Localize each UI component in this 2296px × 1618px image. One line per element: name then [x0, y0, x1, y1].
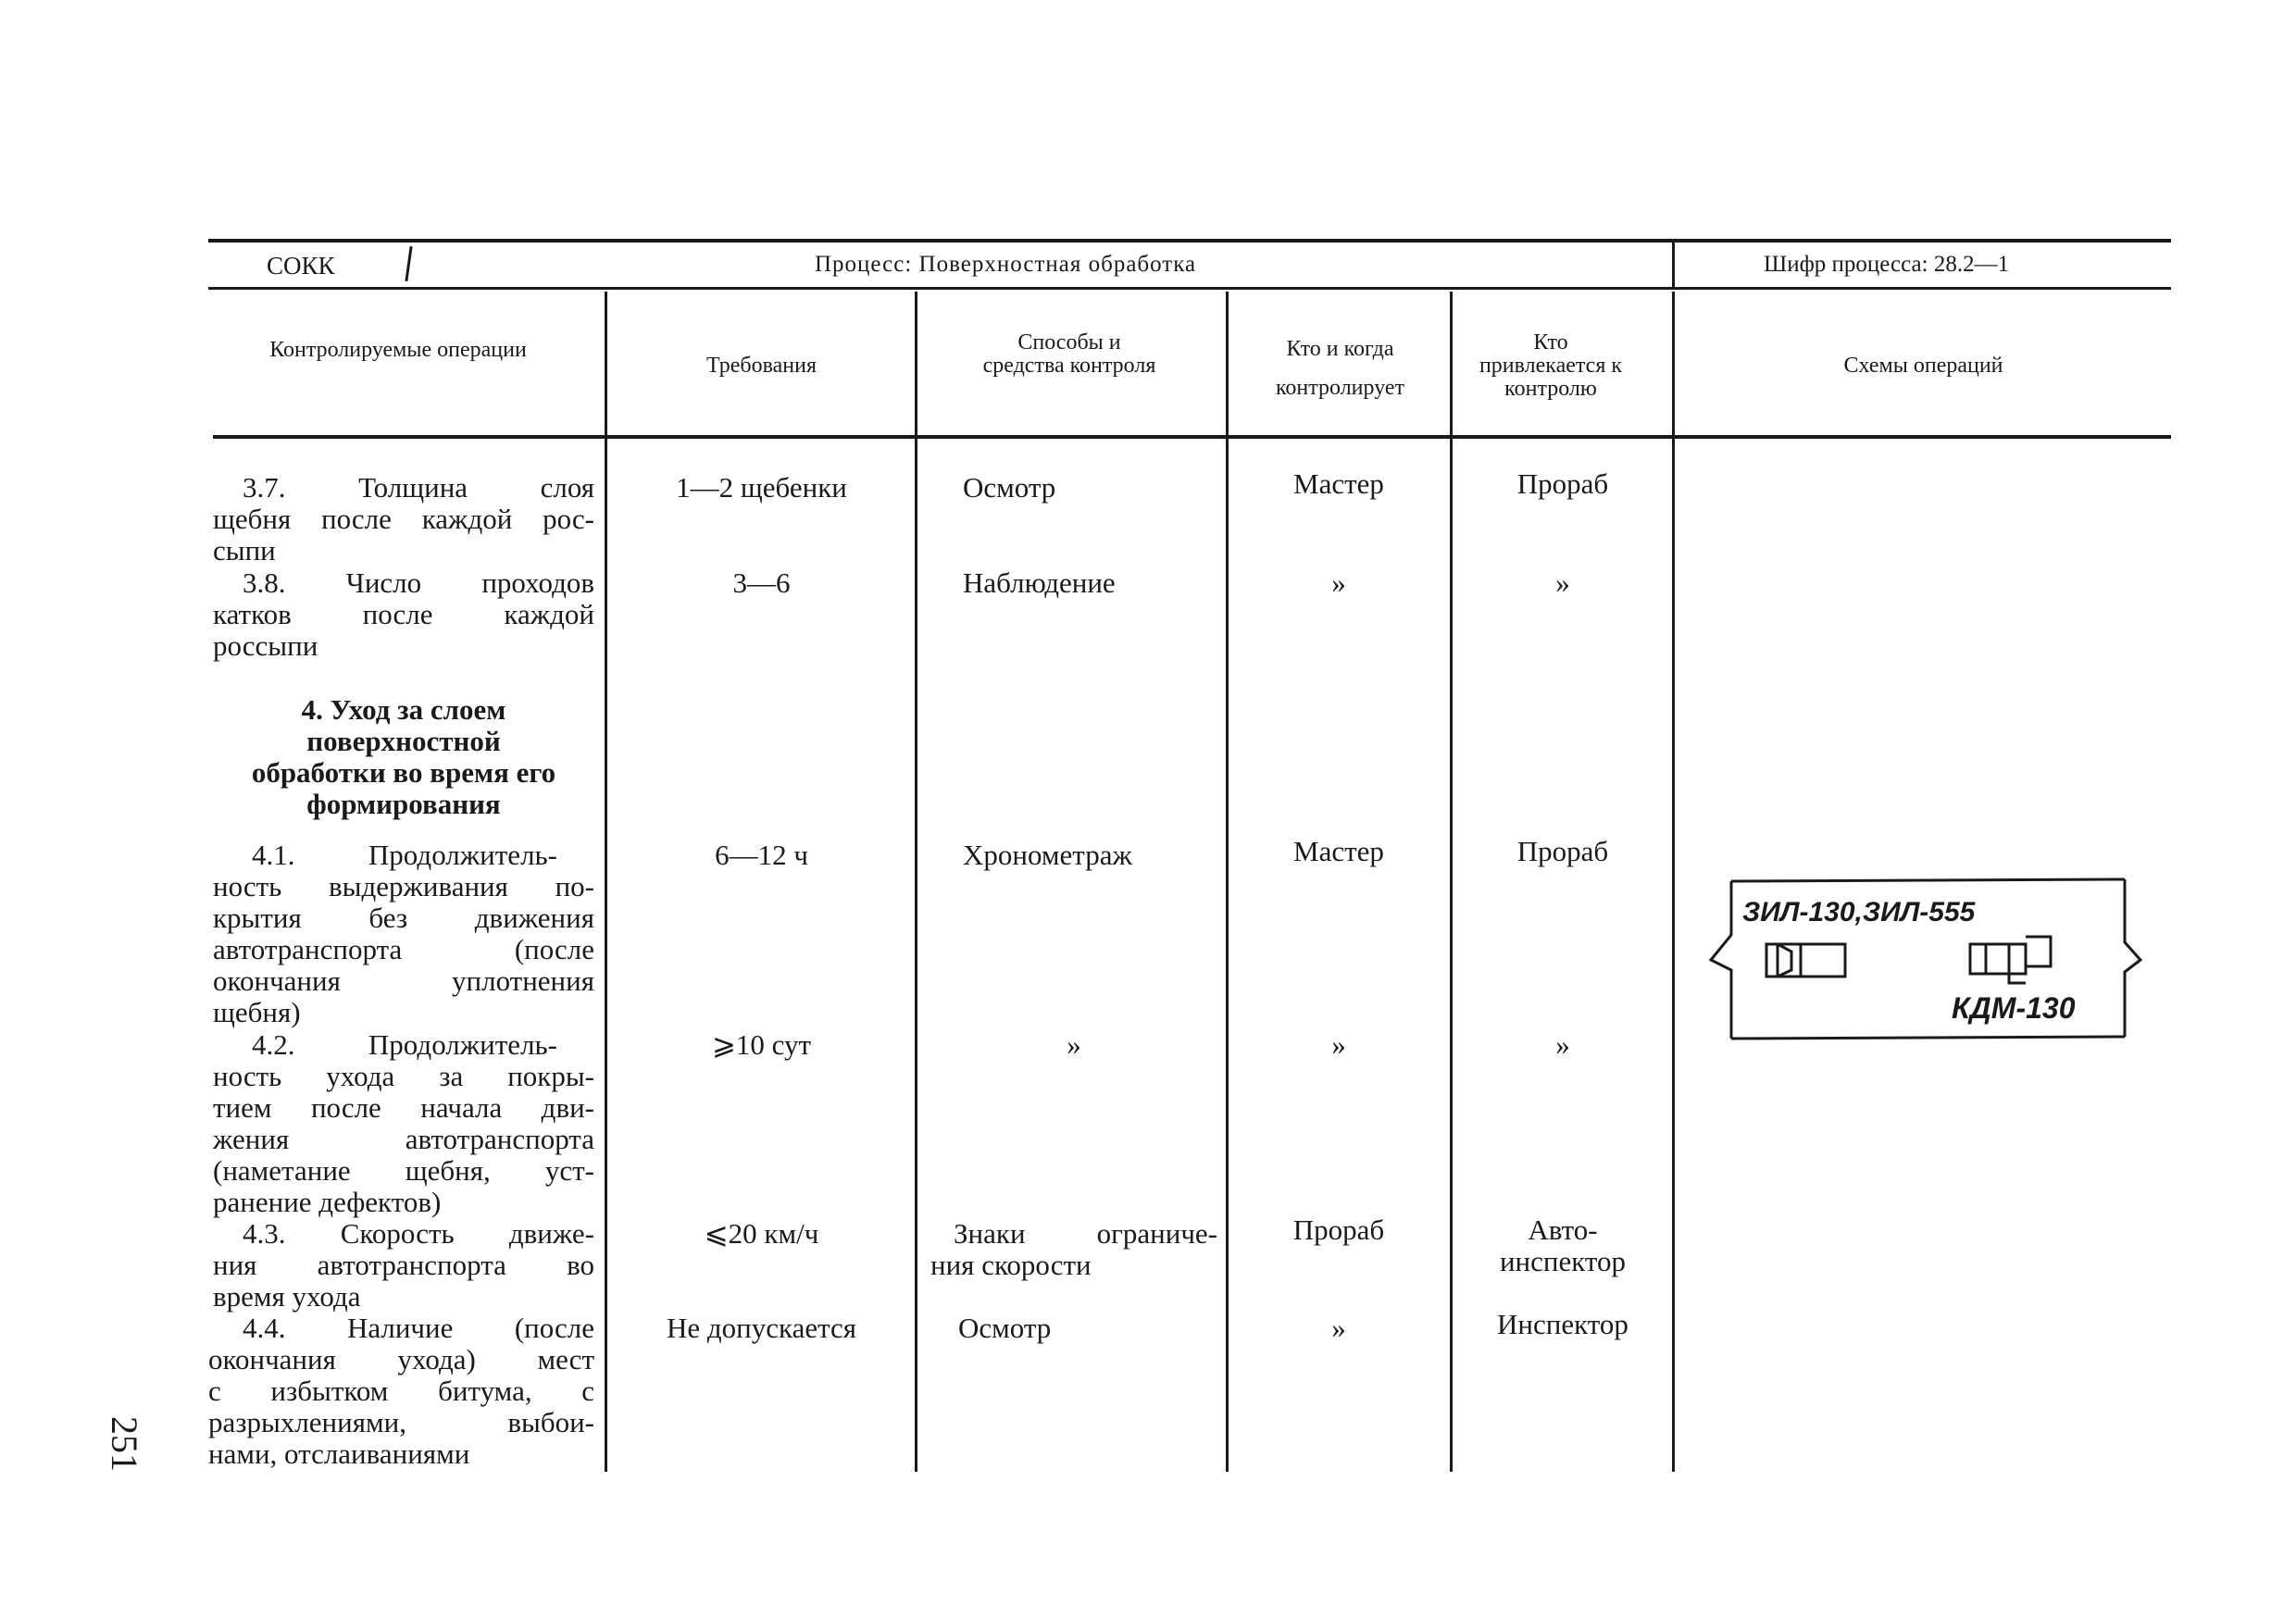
section-4-heading: 4. Уход за слоем поверхностной обработки во время его формирования [251, 693, 556, 820]
col-header-methods: Способы и средства контроля [982, 330, 1156, 378]
process-title: Процесс: Поверхностная обработка [815, 252, 1197, 277]
scheme-frame-bottom [1731, 1037, 2125, 1039]
row-4-3-requirement: ⩽20 км/ч [704, 1217, 819, 1250]
row-4-4-method: Осмотр [958, 1312, 1052, 1344]
top-rule [208, 239, 2171, 243]
row-4-3-involved: Авто- инспектор [1499, 1214, 1627, 1277]
scheme-frame-left [1711, 881, 1731, 1039]
header-tick [405, 246, 412, 281]
row-3-8-method: Наблюдение [963, 566, 1116, 599]
row-3-7-operation: 3.7. Толщина слоя щебня после каждой рос- сыпи [213, 471, 594, 566]
row-4-2-method: » [1067, 1028, 1081, 1061]
row-3-8-requirement: 3—6 [732, 566, 791, 599]
col-header-involved: Кто привлекается к контролю [1479, 330, 1623, 401]
row-4-1-who: Мастер [1293, 835, 1384, 867]
col-divider-1 [605, 292, 607, 1472]
col-divider-2 [915, 292, 917, 1472]
row-4-1-involved: Прораб [1516, 835, 1609, 867]
row-4-2-requirement: ⩾10 сут [711, 1028, 812, 1061]
col-divider-3 [1226, 292, 1229, 1472]
row-4-4-operation: 4.4. Наличие (после окончания ухода) мест с избытком битума, с разрыхлениями, выбои- нами, отслаиваниями [208, 1312, 594, 1470]
scheme-frame-right [2125, 879, 2140, 1037]
row-4-2-operation: 4.2. Продолжитель- ность ухода за покры- тием после начала дви- жения автотранспорта (наметание щебня, уст- ранение дефектов) [213, 1028, 594, 1218]
header-rule [208, 287, 2171, 290]
col-divider-5 [1672, 292, 1675, 1472]
row-4-1-requirement: 6—12 ч [715, 839, 808, 871]
row-3-7-requirement: 1—2 щебенки [676, 471, 847, 504]
scheme-frame-top [1731, 879, 2125, 881]
col-header-requirements: Требования [705, 354, 817, 378]
row-4-3-who: Прораб [1292, 1214, 1385, 1246]
col-divider-4 [1450, 292, 1453, 1472]
row-4-4-who: » [1331, 1312, 1346, 1344]
row-4-4-requirement: Не допускается [666, 1312, 857, 1344]
row-4-2-involved: » [1555, 1028, 1570, 1061]
sokk-label: СОКК [267, 252, 335, 280]
col-divider-cipher-top [1672, 243, 1675, 289]
process-cipher: Шифр процесса: 28.2—1 [1764, 252, 2010, 277]
page-number: 251 [104, 1416, 145, 1472]
scheme-label-bottom: КДМ-130 [1952, 991, 2076, 1025]
distributor-icon [1970, 944, 2026, 974]
operation-scheme-diagram [1703, 870, 2148, 1055]
row-3-8-who: » [1331, 566, 1346, 599]
row-3-7-who: Мастер [1293, 467, 1384, 500]
row-4-1-method: Хронометраж [963, 839, 1132, 871]
col-header-operations: Контролируемые операции [269, 338, 527, 362]
row-4-3-method: Знаки ограниче- ния скорости [930, 1217, 1217, 1281]
row-3-7-method: Осмотр [963, 471, 1056, 504]
row-4-1-operation: 4.1. Продолжитель- ность выдерживания по- крытия без движения автотранспорта (после окончания уплотнения щебня) [213, 839, 594, 1028]
row-4-2-who: » [1331, 1028, 1346, 1061]
col-header-schemes: Схемы операций [1843, 354, 2003, 378]
row-3-7-involved: Прораб [1516, 467, 1609, 500]
col-header-who: Кто и когда контролирует [1275, 337, 1405, 400]
row-3-8-involved: » [1555, 566, 1570, 599]
column-header-rule [213, 435, 2171, 439]
row-3-8-operation: 3.8. Число проходов катков после каждой россыпи [213, 566, 594, 662]
row-4-3-operation: 4.3. Скорость движе- ния автотранспорта во время ухода [213, 1217, 594, 1313]
row-4-4-involved: Инспектор [1497, 1308, 1628, 1340]
scheme-label-top: ЗИЛ-130,ЗИЛ-555 [1742, 897, 1976, 927]
